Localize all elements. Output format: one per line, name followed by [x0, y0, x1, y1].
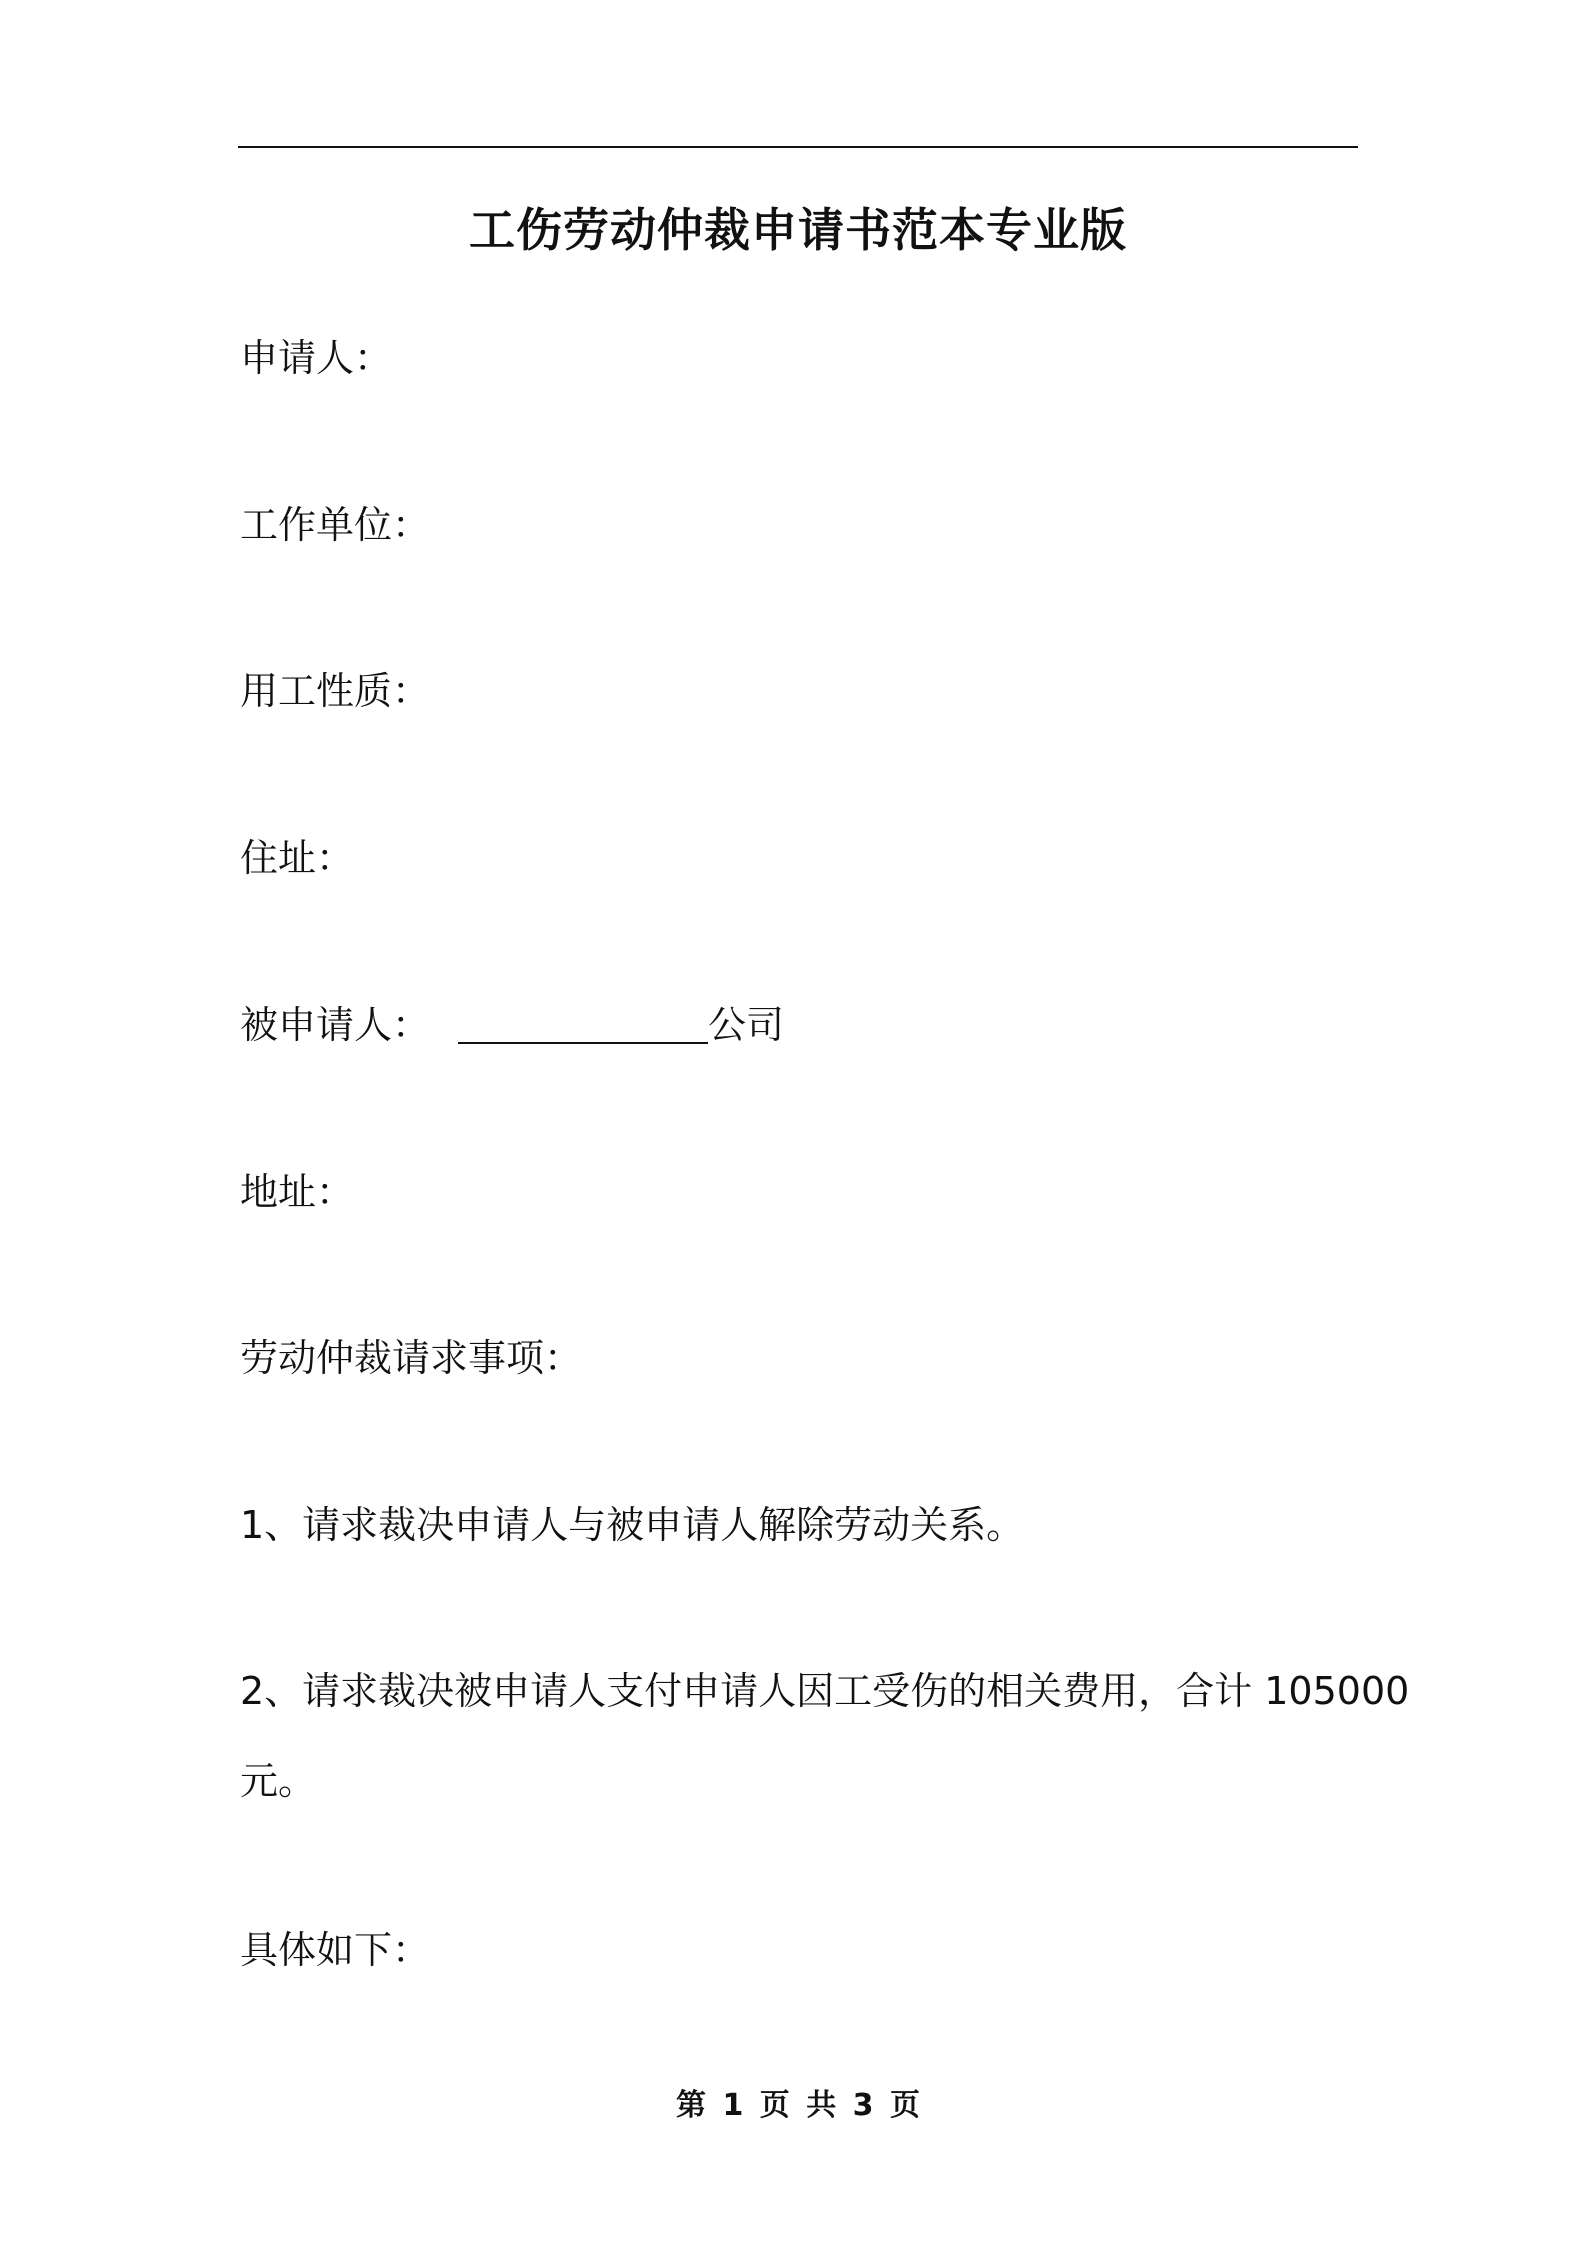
- header-rule: [238, 146, 1358, 148]
- respondent-address-field: [240, 1167, 354, 1217]
- details-heading: 具体如下：: [240, 1928, 431, 1972]
- claim-item-2: 2、请求裁决被申请人支付申请人因工受伤的相关费用，合计 105000: [240, 1669, 1410, 1713]
- respondent-address-label: 地址：: [240, 1170, 355, 1214]
- respondent-name-blank: [458, 1004, 708, 1044]
- applicant-label: 申请人：: [240, 336, 393, 380]
- respondent-suffix: 公司: [708, 1003, 785, 1047]
- employment-nature-label: 用工性质：: [240, 669, 431, 713]
- claim-item-1: 1、请求裁决申请人与被申请人解除劳动关系。: [240, 1503, 1025, 1547]
- respondent-label: 被申请人：: [240, 1003, 431, 1047]
- respondent-field: [240, 1000, 784, 1050]
- claims-heading: 劳动仲裁请求事项：: [240, 1336, 583, 1380]
- page-indicator: 第 1 页 共 3 页: [676, 2088, 920, 2123]
- work-unit-field: [240, 500, 430, 550]
- applicant-field: [240, 333, 392, 383]
- claim-item-2-continuation: 元。: [240, 1759, 317, 1803]
- document-title: 工伤劳动仲裁申请书范本专业版: [469, 203, 1127, 257]
- employment-nature-field: [240, 666, 430, 716]
- address-field: [240, 833, 354, 883]
- address-label: 住址：: [240, 836, 355, 880]
- work-unit-label: 工作单位：: [240, 503, 431, 547]
